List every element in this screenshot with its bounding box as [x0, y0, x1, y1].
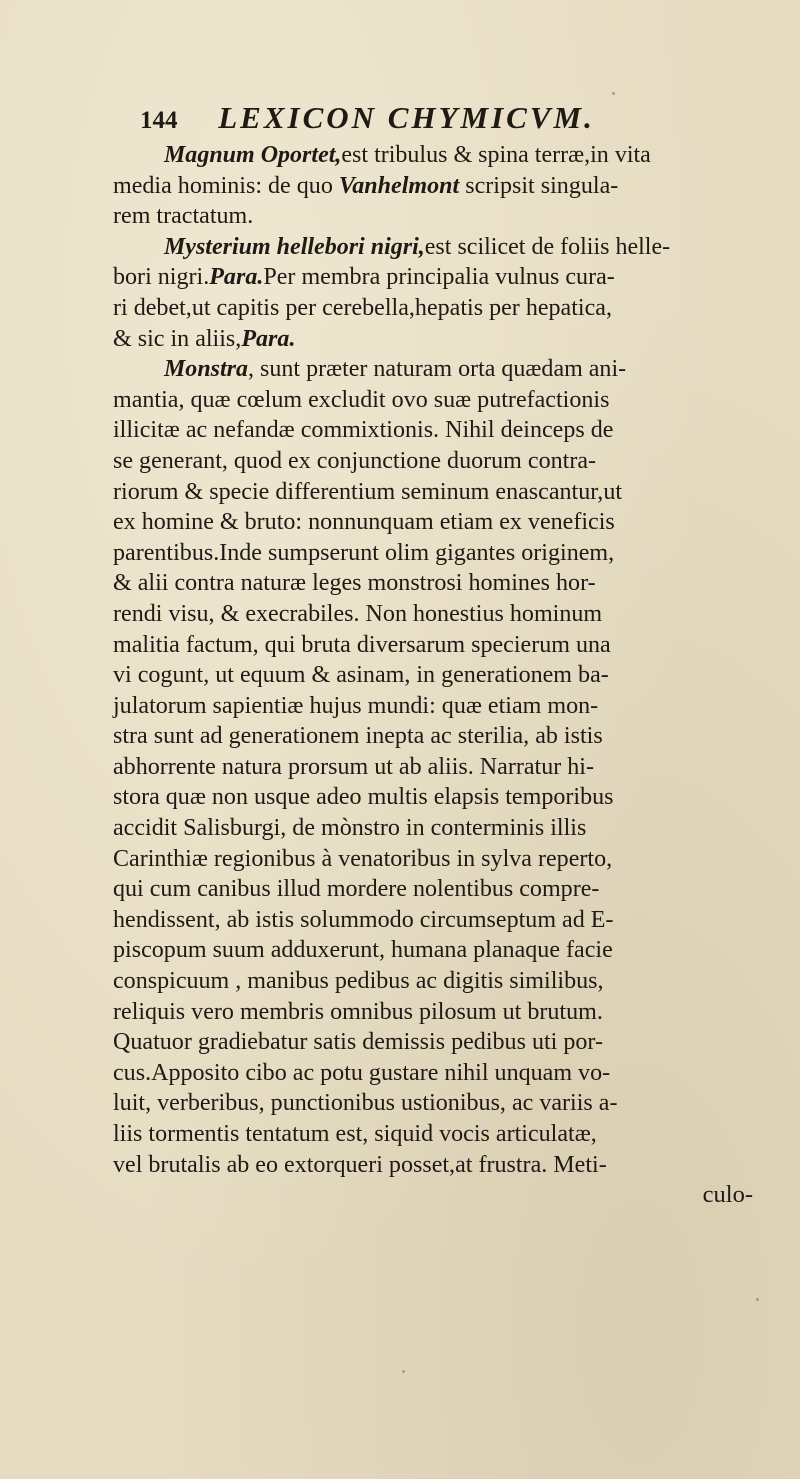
text-line: [113, 660, 761, 691]
page-number: 144: [140, 107, 178, 134]
text-run: se generant, quod ex conjunctione duorum contra-: [113, 446, 597, 474]
text-line: [113, 507, 761, 538]
text-line: [113, 905, 761, 936]
text-line: [113, 385, 761, 416]
text-run: hendissent, ab istis solummodo circumseptum ad E-: [113, 905, 614, 933]
page-header: [140, 100, 780, 136]
text-line: [113, 997, 761, 1028]
italic-term: Para.: [209, 263, 264, 291]
text-line: [113, 844, 761, 875]
text-run: accidit Salisburgi, de mònstro in conterminis illis: [113, 814, 587, 842]
text-run: vel brutalis ab eo extorqueri posset,at frustra. Meti-: [113, 1150, 607, 1178]
text-run: abhorrente natura prorsum ut ab aliis. Narratur hi-: [113, 752, 595, 780]
text-run: est tribulus & spina terræ,in vita: [341, 141, 651, 168]
paper-speck: [612, 92, 615, 95]
text-line: [113, 752, 761, 783]
text-line: [113, 140, 760, 171]
text-line: [113, 721, 761, 752]
text-run: reliquis vero membris omnibus pilosum ut brutum.: [113, 997, 603, 1025]
text-run: est scilicet de foliis helle-: [424, 232, 671, 260]
text-run: Carinthiæ regionibus à venatoribus in sylva reperto,: [113, 844, 613, 872]
text-run: vi cogunt, ut equum & asinam, in generationem ba-: [113, 661, 609, 689]
text-run: , sunt præter naturam orta quædam ani-: [248, 355, 627, 383]
text-line: [113, 171, 761, 202]
text-run: conspicuum , manibus pedibus ac digitis similibus,: [113, 967, 604, 995]
text-line: [113, 232, 760, 263]
text-line: [113, 324, 761, 355]
text-run: & sic in aliis,: [113, 324, 242, 352]
text-line: [113, 293, 761, 324]
text-line: [113, 1119, 761, 1150]
text-line: [113, 1058, 761, 1089]
paper-speck: [402, 1370, 405, 1373]
text-run: media hominis: de quo: [113, 171, 339, 199]
text-line: [113, 630, 761, 661]
text-run: ri debet,ut capitis per cerebella,hepatis per hepatica,: [113, 293, 612, 321]
text-line: [113, 538, 761, 569]
text-line: [113, 691, 761, 722]
text-run: & alii contra naturæ leges monstrosi homines hor-: [113, 569, 596, 597]
text-line: [113, 599, 761, 630]
text-run: mantia, quæ cœlum excludit ovo suæ putrefactionis: [113, 385, 610, 413]
text-line: [113, 782, 761, 813]
text-line: [113, 813, 761, 844]
text-run: stora quæ non usque adeo multis elapsis temporibus: [113, 783, 614, 811]
text-run: riorum & specie differentium seminum enascantur,ut: [113, 477, 623, 505]
paragraph: [113, 140, 773, 232]
body-text: [113, 140, 773, 1211]
text-run: stra sunt ad generationem inepta ac sterilia, ab istis: [113, 722, 603, 750]
text-line: [113, 201, 761, 232]
text-line: [113, 568, 761, 599]
text-run: illicitæ ac nefandæ commixtionis. Nihil deinceps de: [113, 416, 614, 444]
text-run: julatorum sapientiæ hujus mundi: quæ etiam mon-: [113, 691, 599, 719]
text-run: rem tractatum.: [113, 202, 254, 230]
text-run: luit, verberibus, punctionibus ustionibus, ac variis a-: [113, 1089, 618, 1117]
text-line: [113, 262, 761, 293]
paragraph: [113, 232, 773, 354]
text-run: bori nigri.: [113, 263, 210, 291]
text-run: liis tormentis tentatum est, siquid vocis articulatæ,: [113, 1120, 597, 1147]
italic-term: Para.: [241, 324, 296, 352]
text-line: [113, 1150, 761, 1181]
italic-term: Monstra: [163, 355, 249, 383]
text-line: [113, 1088, 761, 1119]
text-run: Per membra principalia vulnus cura-: [263, 263, 615, 291]
italic-term: Mysterium hellebori nigri,: [163, 232, 425, 260]
paper-speck: [756, 1298, 759, 1301]
text-run: piscopum suum adduxerunt, humana planaque facie: [113, 936, 613, 964]
text-line: [113, 874, 761, 905]
italic-term: Vanhelmont: [338, 171, 460, 199]
text-line: [113, 966, 761, 997]
running-title: LEXICON CHYMICVM.: [218, 100, 595, 135]
text-line: [113, 935, 761, 966]
text-run: malitia factum, qui bruta diversarum specierum una: [113, 630, 611, 658]
italic-term: Magnum Oportet,: [163, 141, 342, 168]
text-run: ex homine & bruto: nonnunquam etiam ex veneficis: [113, 508, 615, 536]
text-line: [113, 1027, 761, 1058]
text-run: scripsit singula-: [459, 171, 619, 199]
text-run: qui cum canibus illud mordere nolentibus compre-: [113, 875, 600, 903]
text-line: [113, 446, 761, 477]
catchword: culo-: [702, 1181, 753, 1209]
text-run: cus.Apposito cibo ac potu gustare nihil unquam vo-: [113, 1058, 611, 1086]
text-run: rendi visu, & execrabiles. Non honestius hominum: [113, 599, 603, 627]
text-line: [113, 477, 761, 508]
paragraph: [113, 354, 773, 1180]
text-run: Quatuor gradiebatur satis demissis pedibus uti por-: [113, 1028, 603, 1056]
text-line: [113, 354, 760, 385]
text-run: parentibus.Inde sumpserunt olim gigantes originem,: [113, 538, 615, 566]
text-line: [113, 415, 761, 446]
